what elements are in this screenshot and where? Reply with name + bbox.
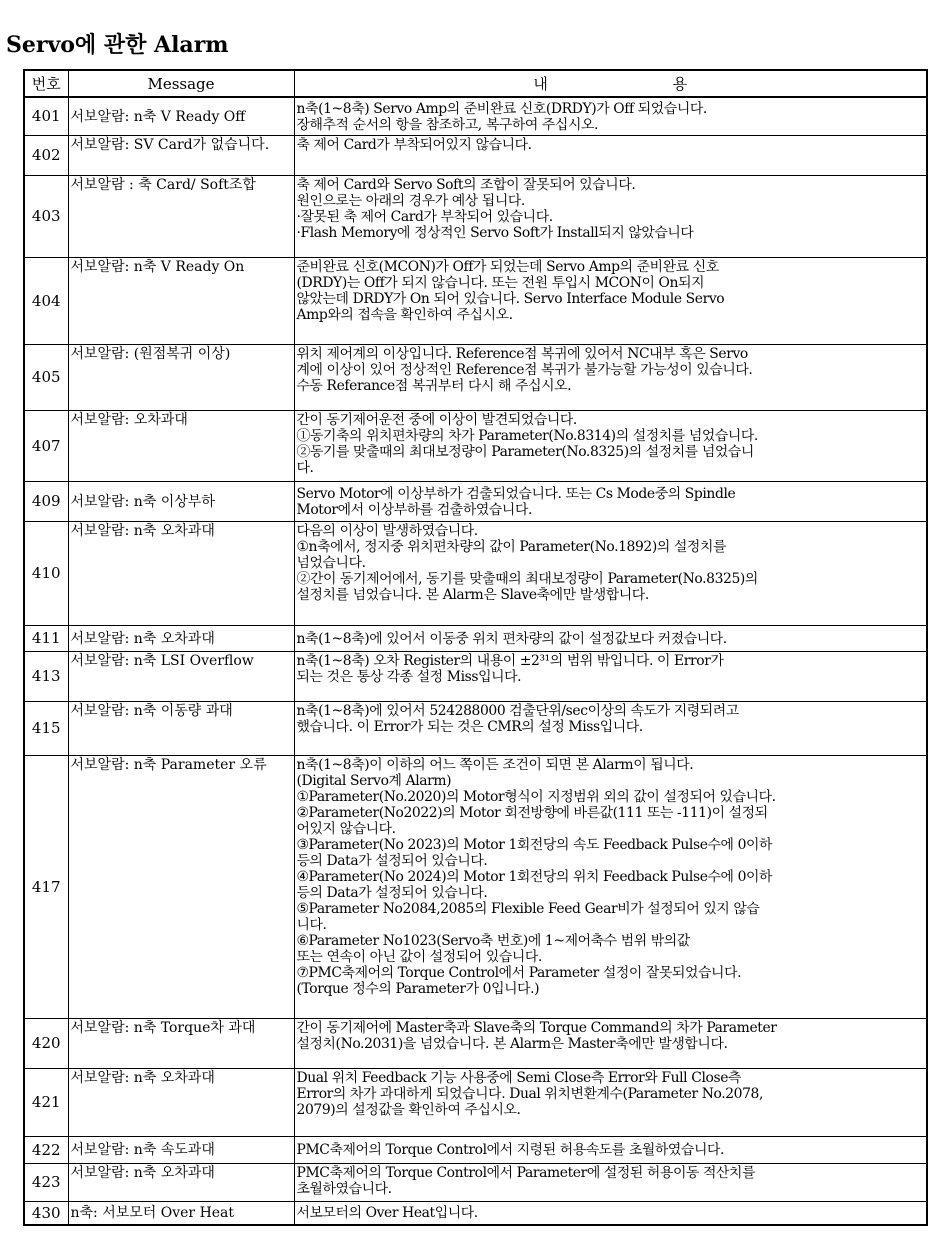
- alarm-content: [294, 1136, 927, 1163]
- alarm-message: 서보알람: n축 속도과대: [68, 1136, 294, 1163]
- alarm-message: 서보알람: n축 Parameter 오류: [68, 755, 294, 1018]
- alarm-message: n축: 서보모터 Over Heat: [68, 1201, 294, 1225]
- table-row: [24, 521, 927, 625]
- content-line: 수동 Referance점 복귀부터 다시 해 주십시오.: [296, 377, 572, 394]
- content-line: PMC축제어의 Torque Control에서 지령된 허용속도를 초월하였습니다.: [296, 1142, 724, 1158]
- alarm-content: [294, 410, 927, 481]
- alarm-message: 서보알람: n축 오차과대: [68, 1163, 294, 1201]
- alarm-content: [294, 257, 927, 344]
- alarm-content: [294, 135, 927, 175]
- alarm-table: [23, 69, 928, 1226]
- content-line: 서보모터의 Over Heat입니다.: [296, 1205, 478, 1222]
- alarm-message: 서보알람: SV Card가 없습니다.: [68, 135, 294, 175]
- content-line: 되는 것은 통상 각종 설정 Miss입니다.: [296, 668, 522, 685]
- alarm-message: 서보알람: 오차과대: [68, 410, 294, 481]
- alarm-message: 서보알람: n축 Torque차 과대: [68, 1018, 294, 1068]
- content-line: 또는 연속이 아닌 값이 설정되어 있습니다.: [296, 948, 542, 965]
- alarm-number: 402: [24, 135, 68, 175]
- content-line: 장해추적 순서의 항을 참조하고, 복구하여 주십시오.: [296, 116, 598, 133]
- alarm-content: [294, 344, 927, 410]
- content-line: ②Parameter(No2022)의 Motor 회전방향에 바른값(111 또는 -111)이 설정되: [296, 804, 768, 821]
- alarm-number: 422: [24, 1136, 68, 1163]
- alarm-message: 서보알람: n축 오차과대: [68, 625, 294, 651]
- content-line: 설정치(No.2031)을 넘었습니다. 본 Alarm은 Master축에만 발생합니다.: [296, 1035, 728, 1052]
- alarm-message: 서보알람 : 축 Card/ Soft조합: [68, 175, 294, 257]
- content-line: 축 제어 Card와 Servo Soft의 조합이 잘못되어 있습니다.: [296, 176, 636, 193]
- content-line: 간이 동기제어에 Master축과 Slave축의 Torque Command의 차가 Parameter: [296, 1019, 777, 1036]
- content-line: n축(1~8축)이 이하의 어느 쪽이든 조건이 되면 본 Alarm이 됩니다.: [296, 756, 694, 773]
- table-row: [24, 1068, 927, 1136]
- page-title: Servo에 관한 Alarm: [6, 32, 229, 58]
- content-line: ⑤Parameter No2084,2085의 Flexible Feed Gear비가 설정되어 있지 않습: [296, 900, 760, 917]
- alarm-number: 413: [24, 651, 68, 701]
- content-line: 설정치를 넘었습니다. 본 Alarm은 Slave축에만 발생합니다.: [296, 586, 649, 603]
- table-row: [24, 410, 927, 481]
- content-line: 했습니다. 이 Error가 되는 것은 CMR의 설정 Miss입니다.: [296, 718, 643, 735]
- content-line: ·Flash Memory에 정상적인 Servo Soft가 Install되지 않았습니다: [296, 224, 694, 241]
- content-line: n축(1~8축) Servo Amp의 준비완료 신호(DRDY)가 Off 되었습니다.: [296, 100, 707, 117]
- alarm-message: 서보알람: n축 오차과대: [68, 1068, 294, 1136]
- alarm-table-body: [24, 97, 927, 1225]
- content-line: ①Parameter(No.2020)의 Motor형식이 지정범위 외의 값이 설정되어 있습니다.: [296, 788, 776, 805]
- alarm-message: 서보알람: (원점복귀 이상): [68, 344, 294, 410]
- content-line: ⑥Parameter No1023(Servo축 번호)에 1~제어축수 범위 밖의값: [296, 932, 690, 949]
- table-row: [24, 344, 927, 410]
- content-line: Amp와의 접속을 확인하여 주십시오.: [296, 306, 513, 323]
- alarm-content: [294, 97, 927, 135]
- table-header-row: [24, 70, 927, 97]
- alarm-content: [294, 1068, 927, 1136]
- table-row: [24, 1163, 927, 1201]
- content-line: (Digital Servo계 Alarm): [296, 772, 452, 789]
- content-line: 다.: [296, 459, 314, 476]
- alarm-message: 서보알람: n축 V Ready On: [68, 257, 294, 344]
- content-line: 간이 동기제어운전 중에 이상이 발견되었습니다.: [296, 411, 577, 428]
- alarm-number: 409: [24, 481, 68, 521]
- alarm-content: [294, 755, 927, 1018]
- content-line: ④Parameter(No 2024)의 Motor 1회전당의 위치 Feedback Pulse수에 0이하: [296, 868, 773, 885]
- header-number: 번호: [24, 70, 68, 97]
- alarm-number: 401: [24, 97, 68, 135]
- alarm-message: 서보알람: n축 이동량 과대: [68, 701, 294, 755]
- alarm-number: 423: [24, 1163, 68, 1201]
- content-line: 위치 제어계의 이상입니다. Reference점 복귀에 있어서 NC내부 혹은 Servo: [296, 345, 748, 362]
- alarm-content: [294, 701, 927, 755]
- content-line: 축 제어 Card가 부착되어있지 않습니다.: [296, 136, 532, 153]
- alarm-content: [294, 1018, 927, 1068]
- content-line: 니다.: [296, 916, 327, 933]
- content-line: 원인으로는 아래의 경우가 예상 됩니다.: [296, 192, 525, 209]
- content-line: ⑦PMC축제어의 Torque Control에서 Parameter 설정이 잘못되었습니다.: [296, 964, 742, 981]
- content-line: n축(1~8축)에 있어서 이동중 위치 편차량의 값이 설정값보다 커졌습니다.: [296, 630, 727, 647]
- alarm-content: [294, 521, 927, 625]
- table-row: [24, 1018, 927, 1068]
- alarm-number: 417: [24, 755, 68, 1018]
- content-line: 등의 Data가 설정되어 있습니다.: [296, 852, 488, 869]
- alarm-number: 410: [24, 521, 68, 625]
- alarm-content: [294, 1201, 927, 1225]
- table-row: [24, 1136, 927, 1163]
- content-line: ③Parameter(No 2023)의 Motor 1회전당의 속도 Feedback Pulse수에 0이하: [296, 836, 773, 853]
- content-line: 초월하였습니다.: [296, 1180, 392, 1197]
- alarm-number: 404: [24, 257, 68, 344]
- header-message: Message: [68, 70, 294, 97]
- content-line: 어있지 않습니다.: [296, 820, 396, 837]
- alarm-content: [294, 481, 927, 521]
- content-line: n축(1~8축)에 있어서 524288000 검출단위/sec이상의 속도가 지령되려고: [296, 702, 739, 719]
- content-line: ②간이 동기제어에서, 동기를 맞출때의 최대보정량이 Parameter(No.8325)의: [296, 570, 758, 587]
- table-row: [24, 651, 927, 701]
- content-line: PMC축제어의 Torque Control에서 Parameter에 설정된 허용이동 적산치를: [296, 1164, 756, 1181]
- content-line: ①n축에서, 정지중 위치편차량의 값이 Parameter(No.1892)의 설정치를: [296, 538, 726, 555]
- table-row: [24, 97, 927, 135]
- alarm-content: [294, 1163, 927, 1201]
- alarm-number: 411: [24, 625, 68, 651]
- table-row: [24, 1201, 927, 1225]
- content-line: 등의 Data가 설정되어 있습니다.: [296, 884, 488, 901]
- content-line: ①동기축의 위치편차량의 차가 Parameter(No.8314)의 설정치를 넘었습니다.: [296, 427, 758, 444]
- alarm-message: 서보알람: n축 이상부하: [68, 481, 294, 521]
- table-row: [24, 755, 927, 1018]
- alarm-content: [294, 625, 927, 651]
- content-line: 2079)의 설정값을 확인하여 주십시오.: [296, 1101, 521, 1118]
- content-line: 다음의 이상이 발생하였습니다.: [296, 522, 478, 539]
- alarm-number: 403: [24, 175, 68, 257]
- content-line: (DRDY)는 Off가 되지 않습니다. 또는 전원 투입시 MCON이 On되지: [296, 274, 705, 291]
- content-line: 넘었습니다.: [296, 554, 366, 571]
- alarm-message: 서보알람: n축 오차과대: [68, 521, 294, 625]
- table-row: [24, 135, 927, 175]
- table-row: [24, 481, 927, 521]
- content-line: Dual 위치 Feedback 기능 사용중에 Semi Close측 Error와 Full Close측: [296, 1069, 742, 1086]
- alarm-number: 430: [24, 1201, 68, 1225]
- content-line: (Torque 정수의 Parameter가 0입니다.): [296, 980, 540, 997]
- alarm-number: 407: [24, 410, 68, 481]
- content-line: Error의 차가 과대하게 되었습니다. Dual 위치변환계수(Parameter No.2078,: [296, 1085, 764, 1102]
- content-line: ②동기를 맞출때의 최대보정량이 Parameter(No.8325)의 설정치를 넘었습니: [296, 443, 754, 460]
- alarm-message: 서보알람: n축 V Ready Off: [68, 97, 294, 135]
- table-row: [24, 175, 927, 257]
- alarm-number: 415: [24, 701, 68, 755]
- content-line: ·잘못된 축 제어 Card가 부착되어 있습니다.: [296, 208, 553, 225]
- table-row: [24, 701, 927, 755]
- alarm-content: [294, 175, 927, 257]
- content-line: Servo Motor에 이상부하가 검출되었습니다. 또는 Cs Mode중의 Spindle: [296, 485, 736, 502]
- header-content: 내 용: [294, 70, 927, 97]
- alarm-content: [294, 651, 927, 701]
- table-row: [24, 625, 927, 651]
- content-line: 준비완료 신호(MCON)가 Off가 되었는데 Servo Amp의 준비완료 신호: [296, 258, 719, 275]
- table-row: [24, 257, 927, 344]
- alarm-number: 421: [24, 1068, 68, 1136]
- content-line: Motor에서 이상부하를 검출하였습니다.: [296, 501, 532, 518]
- alarm-number: 405: [24, 344, 68, 410]
- content-line: n축(1~8축) 오차 Register의 내용이 ±2³¹의 범위 밖입니다. 이 Error가: [296, 652, 724, 669]
- content-line: 않았는데 DRDY가 On 되어 있습니다. Servo Interface Module Servo: [296, 290, 725, 307]
- content-line: 계에 이상이 있어 정상적인 Reference점 복귀가 불가능할 가능성이 있습니다.: [296, 361, 753, 378]
- alarm-number: 420: [24, 1018, 68, 1068]
- alarm-message: 서보알람: n축 LSI Overflow: [68, 651, 294, 701]
